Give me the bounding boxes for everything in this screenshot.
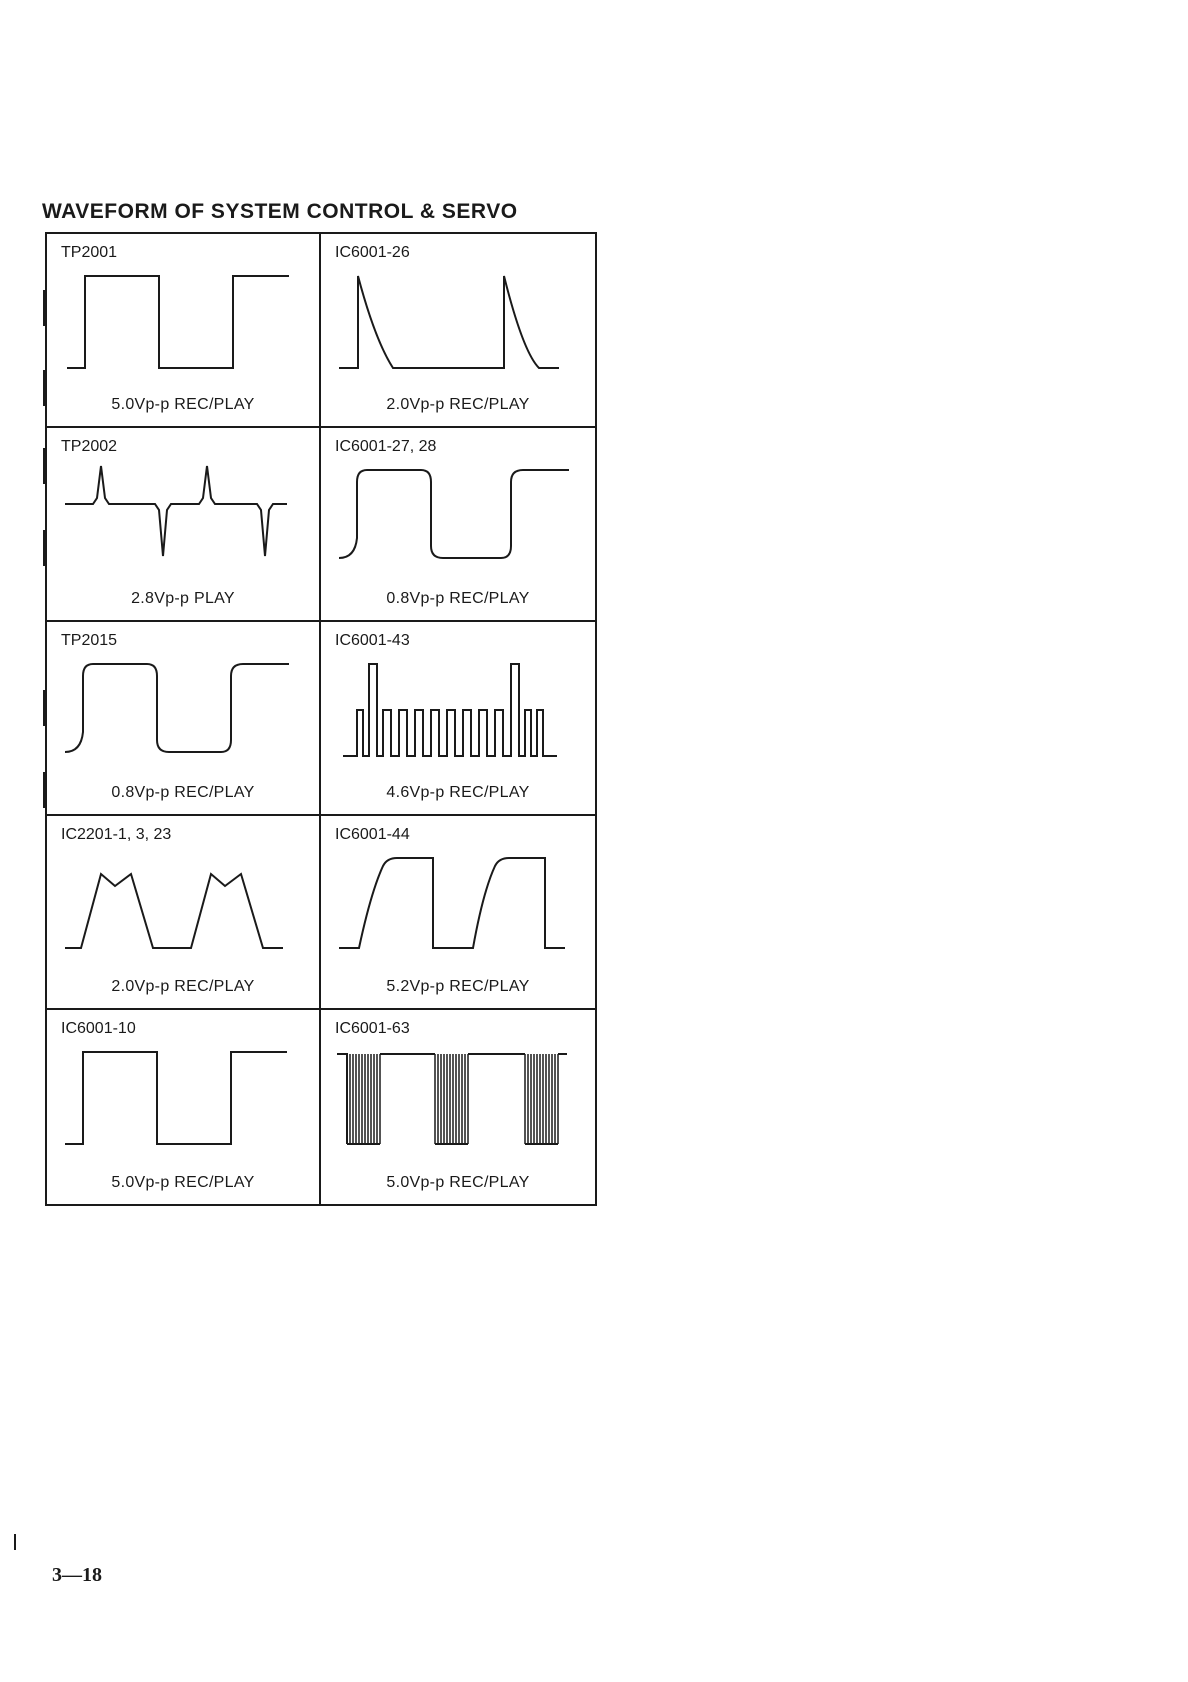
square-wave-icon bbox=[57, 270, 313, 386]
margin-mark bbox=[43, 530, 45, 566]
rounded-square-wave-icon bbox=[331, 464, 587, 580]
waveform-caption: 0.8Vp-p REC/PLAY bbox=[386, 590, 530, 607]
test-point-label: IC6001-44 bbox=[335, 826, 410, 843]
margin-mark bbox=[43, 290, 45, 326]
test-point-label: IC2201-1, 3, 23 bbox=[61, 826, 172, 843]
gated-burst-wave-icon bbox=[331, 1046, 587, 1162]
margin-mark bbox=[14, 1534, 16, 1550]
test-point-label: TP2001 bbox=[61, 244, 118, 261]
waveform-cell bbox=[321, 816, 595, 1010]
test-point-label: IC6001-10 bbox=[61, 1020, 136, 1037]
waveform-cell bbox=[47, 428, 321, 622]
waveform-caption: 5.0Vp-p REC/PLAY bbox=[111, 396, 255, 413]
waveform-caption: 4.6Vp-p REC/PLAY bbox=[386, 784, 530, 801]
waveform-caption: 0.8Vp-p REC/PLAY bbox=[111, 784, 255, 801]
waveform-cell bbox=[321, 1010, 595, 1204]
waveform-cell bbox=[47, 234, 321, 428]
rounded-square-wave-icon bbox=[57, 658, 313, 774]
page-number: 3—18 bbox=[52, 1564, 102, 1586]
test-point-label: IC6001-63 bbox=[335, 1020, 410, 1037]
trapezoid-notched-wave-icon bbox=[57, 852, 313, 968]
test-point-label: IC6001-26 bbox=[335, 244, 410, 261]
waveform-caption: 5.2Vp-p REC/PLAY bbox=[386, 978, 530, 995]
waveform-caption: 5.0Vp-p REC/PLAY bbox=[386, 1174, 530, 1191]
waveform-caption: 2.0Vp-p REC/PLAY bbox=[386, 396, 530, 413]
sawtooth-decay-wave-icon bbox=[331, 270, 587, 386]
test-point-label: IC6001-27, 28 bbox=[335, 438, 437, 455]
margin-mark bbox=[43, 690, 45, 726]
margin-mark bbox=[43, 370, 45, 406]
test-point-label: TP2015 bbox=[61, 632, 118, 649]
waveform-cell bbox=[321, 428, 595, 622]
ramp-square-wave-icon bbox=[331, 852, 587, 968]
margin-mark bbox=[43, 772, 45, 808]
margin-mark bbox=[43, 448, 45, 484]
waveform-grid bbox=[45, 232, 597, 1206]
square-wave-icon bbox=[57, 1046, 313, 1162]
page-title: WAVEFORM OF SYSTEM CONTROL & SERVO bbox=[42, 200, 518, 223]
waveform-caption: 5.0Vp-p REC/PLAY bbox=[111, 1174, 255, 1191]
waveform-caption: 2.0Vp-p REC/PLAY bbox=[111, 978, 255, 995]
test-point-label: IC6001-43 bbox=[335, 632, 410, 649]
test-point-label: TP2002 bbox=[61, 438, 118, 455]
waveform-cell bbox=[47, 622, 321, 816]
waveform-cell bbox=[47, 816, 321, 1010]
waveform-cell bbox=[321, 234, 595, 428]
waveform-cell bbox=[47, 1010, 321, 1204]
waveform-caption: 2.8Vp-p PLAY bbox=[131, 590, 235, 607]
spike-pulse-wave-icon bbox=[57, 464, 313, 580]
pulse-train-wave-icon bbox=[331, 658, 587, 774]
waveform-cell bbox=[321, 622, 595, 816]
